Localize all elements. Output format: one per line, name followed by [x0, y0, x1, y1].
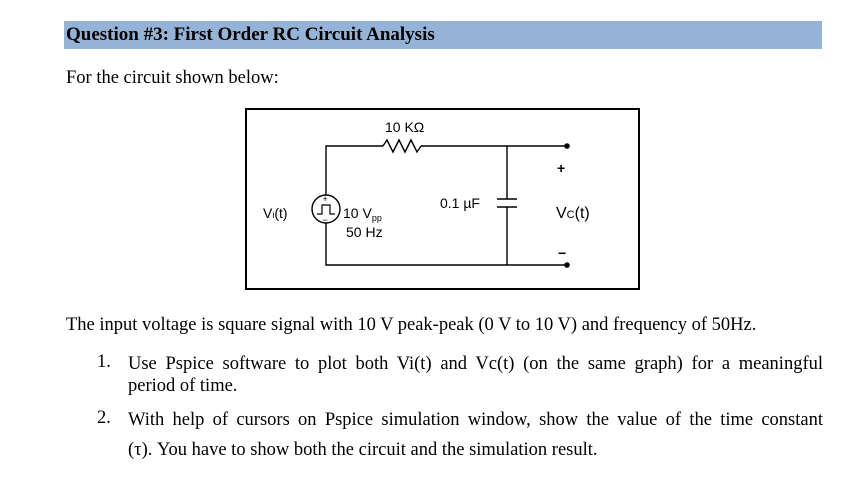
list-item-text: [128, 406, 823, 464]
list-item-number: 2.: [97, 408, 111, 428]
wire-top-left: [326, 146, 383, 204]
source-frequency-label: 50 Hz: [346, 224, 383, 240]
intro-text: For the circuit shown below:: [66, 68, 279, 88]
output-terminal-top: [564, 143, 570, 149]
list-item-line: With help of cursors on Pspice simulation window, show the value of the time constant: [128, 410, 823, 430]
output-minus-label: −: [558, 245, 567, 261]
list-item-line: (τ). You have to show both the circuit and the simulation result.: [128, 440, 598, 460]
capacitor: [497, 199, 517, 207]
resistor: [383, 140, 421, 152]
output-plus-label: +: [557, 160, 566, 176]
description-paragraph: The input voltage is square signal with 10 V peak-peak (0 V to 10 V) and frequency of 50Hz.: [66, 315, 757, 335]
question-title: Question #3: First Order RC Circuit Analysis: [66, 24, 435, 45]
capacitor-label: 0.1 µF: [440, 195, 480, 211]
source-amplitude-label: 10 $V_{pp}$: [343, 205, 382, 223]
list-item-line: period of time.: [128, 376, 238, 396]
circuit-diagram: [245, 108, 640, 290]
list-item-number: 1.: [97, 352, 111, 372]
output-voltage-label: VC(t): [556, 205, 590, 222]
source-name-label: Vi(t): [263, 205, 288, 221]
output-terminal-bottom: [564, 262, 570, 268]
list-item-text: [128, 350, 823, 400]
source-plus-label: +: [322, 194, 328, 204]
source-minus-label: −: [322, 215, 328, 225]
resistor-label: 10 KΩ: [385, 119, 425, 135]
list-item-line: Use Pspice software to plot both Vi(t) and Vc(t) (on the same graph) for a meaningful: [128, 354, 823, 374]
